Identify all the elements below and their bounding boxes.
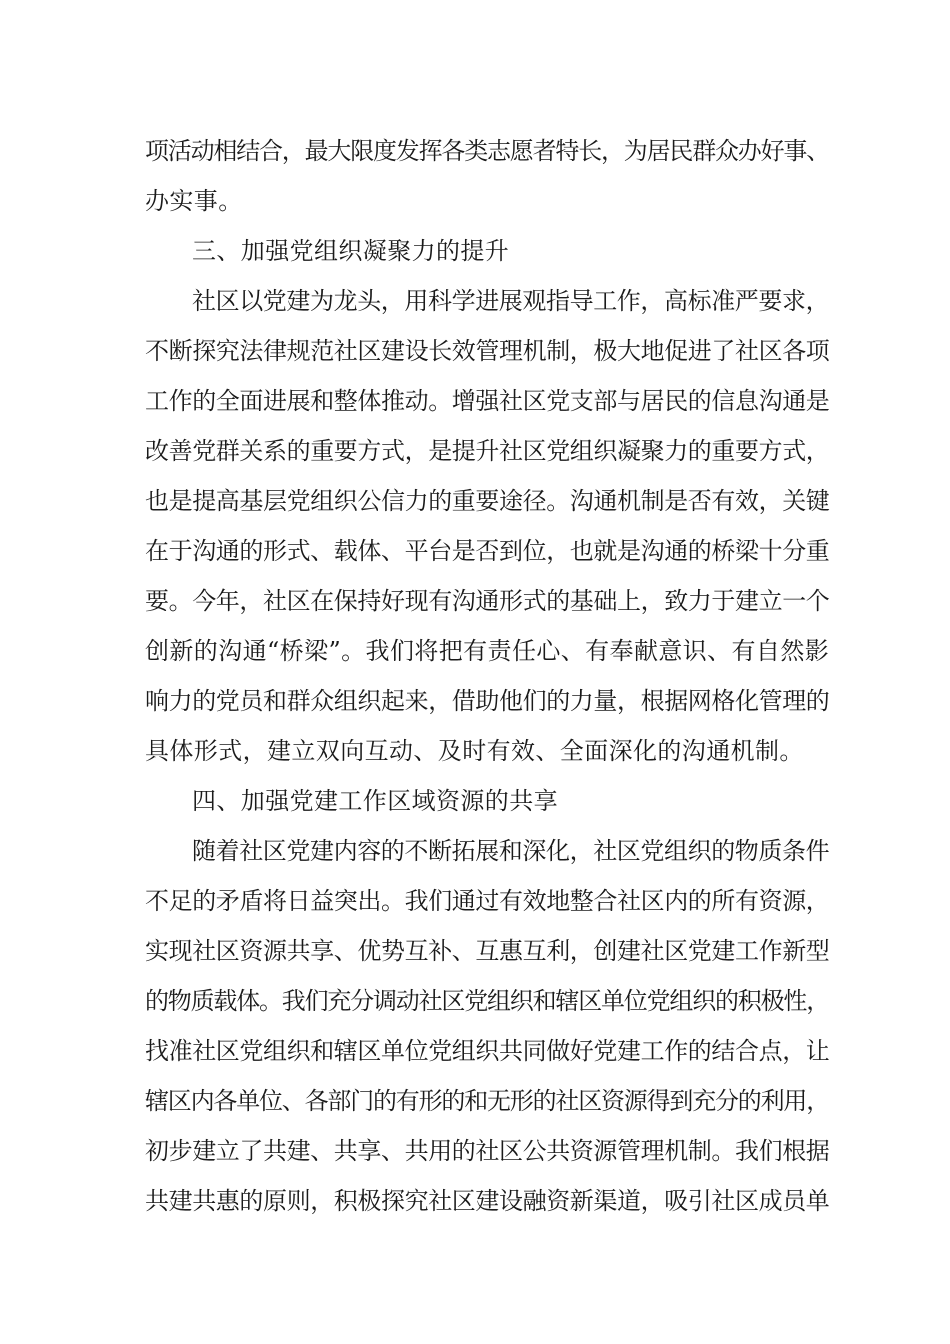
paragraph-line: 的物质载体。我们充分调动社区党组织和辖区单位党组织的积极性，	[145, 987, 829, 1015]
paragraph-line: 响力的党员和群众组织起来，借助他们的力量，根据网格化管理的	[145, 687, 830, 715]
paragraph-line: 找准社区党组织和辖区单位党组织共同做好党建工作的结合点，让	[145, 1037, 830, 1065]
paragraph-line: 项活动相结合，最大限度发挥各类志愿者特长，为居民群众办好事、	[145, 137, 829, 165]
section-heading: 四、加强党建工作区域资源的共享	[192, 787, 558, 815]
paragraph-line: 共建共惠的原则，积极探究社区建设融资新渠道，吸引社区成员单	[145, 1187, 830, 1215]
paragraph-line: 随着社区党建内容的不断拓展和深化，社区党组织的物质条件	[192, 837, 830, 865]
paragraph-line: 社区以党建为龙头，用科学进展观指导工作，高标准严要求，	[192, 287, 830, 315]
paragraph-line: 在于沟通的形式、载体、平台是否到位，也就是沟通的桥梁十分重	[145, 537, 830, 565]
paragraph-line: 创新的沟通“桥梁”。我们将把有责任心、有奉献意识、有自然影	[145, 637, 830, 665]
paragraph-line: 要。今年，社区在保持好现有沟通形式的基础上，致力于建立一个	[145, 587, 830, 615]
paragraph-line: 也是提高基层党组织公信力的重要途径。沟通机制是否有效，关键	[145, 487, 830, 515]
paragraph-line: 工作的全面进展和整体推动。增强社区党支部与居民的信息沟通是	[145, 387, 830, 415]
paragraph-line: 改善党群关系的重要方式，是提升社区党组织凝聚力的重要方式，	[145, 437, 830, 465]
paragraph-line: 具体形式，建立双向互动、及时有效、全面深化的沟通机制。	[145, 737, 804, 765]
paragraph-line: 辖区内各单位、各部门的有形的和无形的社区资源得到充分的利用，	[145, 1087, 829, 1115]
paragraph-line: 不断探究法律规范社区建设长效管理机制，极大地促进了社区各项	[145, 337, 830, 365]
paragraph-line: 不足的矛盾将日益突出。我们通过有效地整合社区内的所有资源，	[145, 887, 830, 915]
section-heading: 三、加强党组织凝聚力的提升	[192, 237, 510, 265]
paragraph-line: 初步建立了共建、共享、共用的社区公共资源管理机制。我们根据	[145, 1137, 830, 1165]
paragraph-line: 办实事。	[145, 187, 243, 215]
paragraph-line: 实现社区资源共享、优势互补、互惠互利，创建社区党建工作新型	[145, 937, 830, 965]
